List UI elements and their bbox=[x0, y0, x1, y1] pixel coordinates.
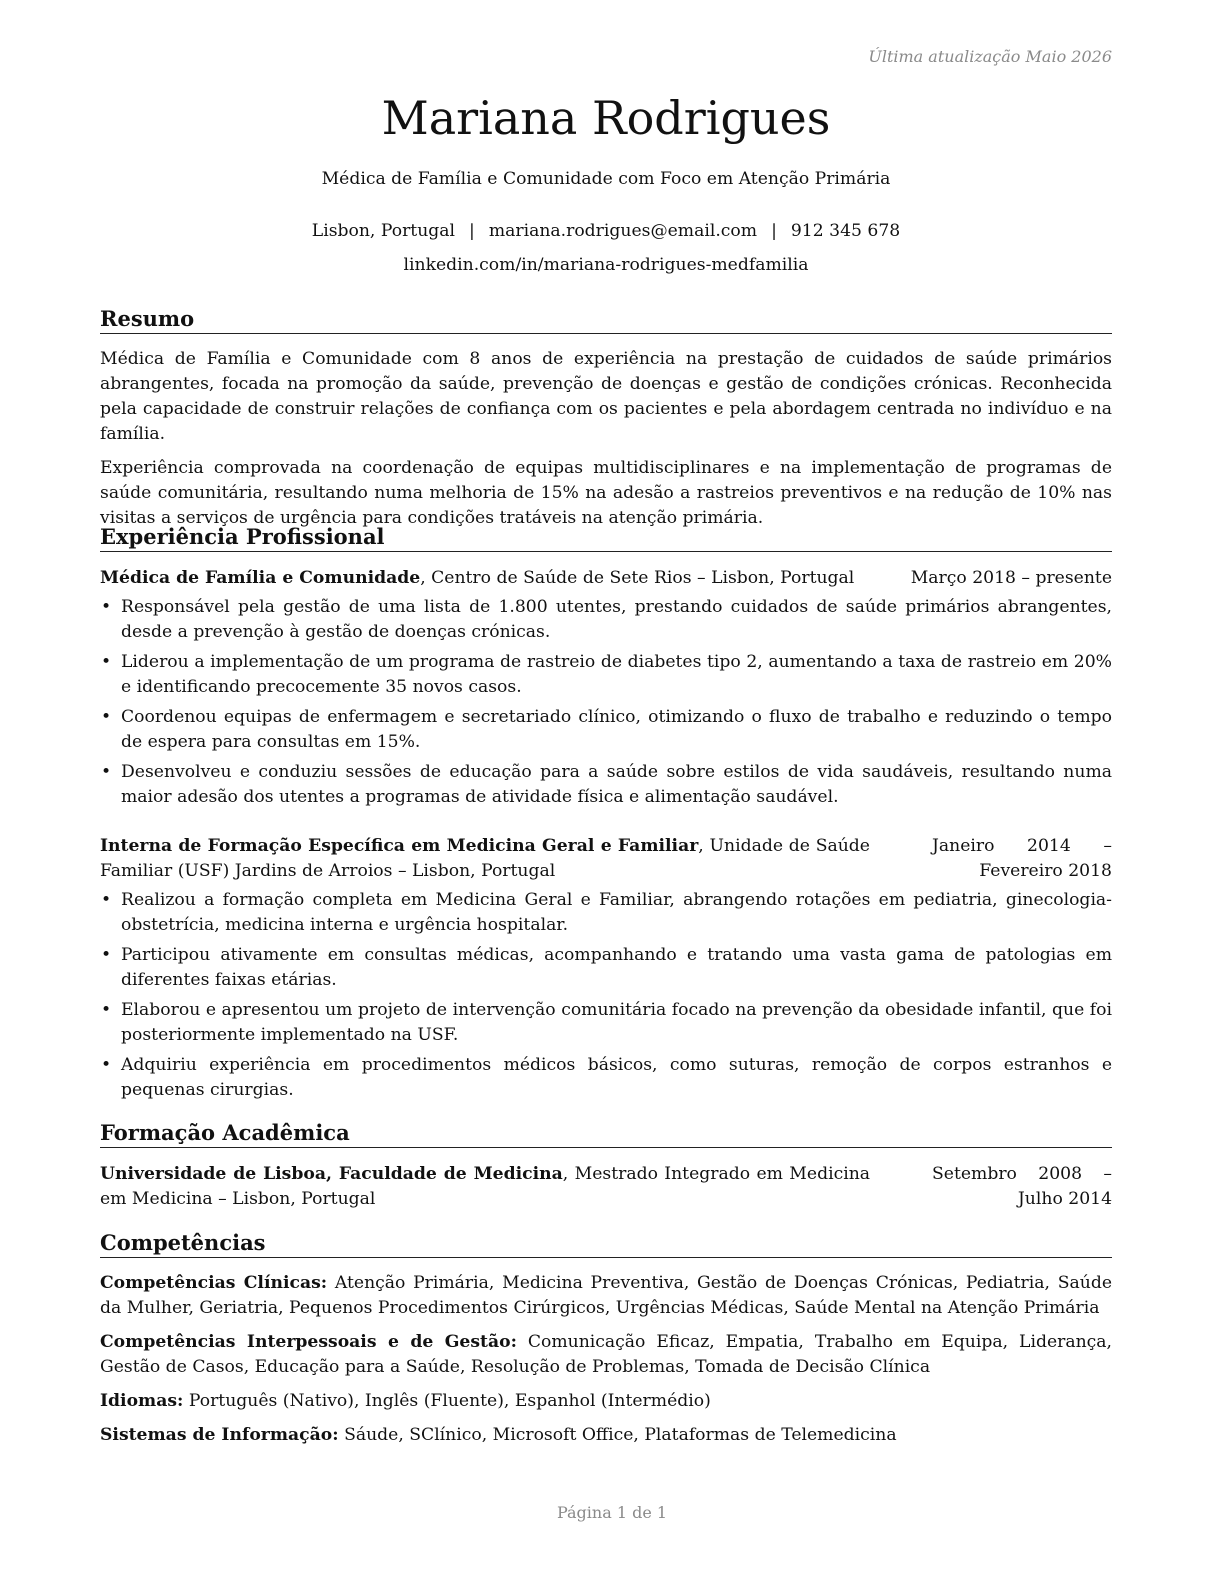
job-header bbox=[100, 566, 1112, 591]
skills-block bbox=[100, 1271, 1112, 1457]
email[interactable]: mariana.rodrigues@email.com bbox=[488, 221, 758, 241]
skill-label: Idiomas: bbox=[100, 1391, 184, 1411]
summary-paragraph: Médica de Família e Comunidade com 8 anos de experiência na prestação de cuidados de saúde primários abrangentes, focada na promoção da saúde, prevenção de doenças e gestão de condições crónicas. Reconhecida pela capacidade de construir relações de confiança com os pacientes e pela abordagem centrada no indivíduo e na família. bbox=[100, 349, 1112, 444]
list-item: • Responsável pela gestão de uma lista de 1.800 utentes, prestando cuidados de saúde primários abrangentes, desde a prevenção à gestão de doenças crónicas. bbox=[100, 595, 1112, 645]
location: Lisbon, Portugal bbox=[311, 221, 456, 241]
job-date: Março 2018 – presente bbox=[910, 568, 1112, 588]
job-date: Janeiro 2014 – Fevereiro 2018 bbox=[932, 836, 1112, 881]
skill-line bbox=[100, 1330, 1112, 1380]
skill-line bbox=[100, 1271, 1112, 1321]
skill-label: Sistemas de Informação: bbox=[100, 1425, 339, 1445]
professional-title: Médica de Família e Comunidade com Foco em Atenção Primária bbox=[321, 169, 891, 189]
summary-paragraph: Experiência comprovada na coordenação de equipas multidisciplinares e na implementação de programas de saúde comunitária, resultando numa melhoria de 15% na adesão a rastreios preventivos e na redução de 10% nas visitas a serviços de urgência para condições tratáveis na atenção primária. bbox=[100, 458, 1112, 528]
job-entry bbox=[100, 566, 1112, 815]
separator: | bbox=[771, 221, 777, 241]
skill-value: Português (Nativo), Inglês (Fluente), Espanhol (Intermédio) bbox=[183, 1391, 711, 1411]
section-heading-experience: Experiência Profissional bbox=[100, 523, 1112, 552]
skill-label: Competências Clínicas: bbox=[100, 1273, 328, 1293]
education-entry bbox=[100, 1162, 1112, 1212]
list-item: • Adquiriu experiência em procedimentos médicos básicos, como suturas, remoção de corpos estranhos e pequenas cirurgias. bbox=[100, 1053, 1112, 1103]
skill-line bbox=[100, 1423, 1112, 1448]
separator: | bbox=[469, 221, 475, 241]
list-item: • Desenvolveu e conduziu sessões de educação para a saúde sobre estilos de vida saudáveis, resultando numa maior adesão dos utentes a programas de atividade física e alimentação saudável. bbox=[100, 760, 1112, 810]
phone[interactable]: 912 345 678 bbox=[790, 221, 901, 241]
job-title: Interna de Formação Específica em Medicina Geral e Familiar bbox=[100, 836, 699, 856]
job-organization: , Centro de Saúde de Sete Rios – Lisbon, Portugal bbox=[420, 568, 855, 588]
skill-value: Sáude, SClínico, Microsoft Office, Plataformas de Telemedicina bbox=[338, 1425, 897, 1445]
list-item: • Participou ativamente em consultas médicas, acompanhando e tratando uma vasta gama de patologias em diferentes faixas etárias. bbox=[100, 943, 1112, 993]
skill-line bbox=[100, 1389, 1112, 1414]
summary-block bbox=[100, 347, 1112, 531]
section-heading-education: Formação Acadêmica bbox=[100, 1119, 1112, 1148]
list-item: • Coordenou equipas de enfermagem e secretariado clínico, otimizando o fluxo de trabalho e reduzindo o tempo de espera para consultas em 15%. bbox=[100, 705, 1112, 755]
list-item: • Realizou a formação completa em Medicina Geral e Familiar, abrangendo rotações em pediatria, ginecologia-obstetrícia, medicina interna e urgência hospitalar. bbox=[100, 888, 1112, 938]
skill-value: Atenção Primária, Medicina Preventiva, Gestão de Doenças Crónicas, Pediatria, Saúde da Mulher, Geriatria, Pequenos Procedimentos Cirúrgicos, Urgências Médicas, Saúde Mental na Atenção Primária bbox=[100, 1273, 1112, 1318]
job-bullets bbox=[100, 595, 1112, 810]
section-heading-summary: Resumo bbox=[100, 305, 1112, 334]
skill-value: Comunicação Eficaz, Empatia, Trabalho em Equipa, Liderança, Gestão de Casos, Educação para a Saúde, Resolução de Problemas, Tomada de Decisão Clínica bbox=[100, 1332, 1112, 1377]
list-item: • Elaborou e apresentou um projeto de intervenção comunitária focado na prevenção da obesidade infantil, que foi posteriormente implementado na USF. bbox=[100, 998, 1112, 1048]
job-entry bbox=[100, 834, 1112, 1108]
degree: , Mestrado Integrado em Medicina em Medicina – Lisbon, Portugal bbox=[100, 1164, 871, 1209]
list-item: • Liderou a implementação de um programa de rastreio de diabetes tipo 2, aumentando a taxa de rastreio em 20% e identificando precocemente 35 novos casos. bbox=[100, 650, 1112, 700]
job-header bbox=[100, 834, 1112, 884]
last-updated: Última atualização Maio 2026 bbox=[868, 47, 1112, 66]
job-title: Médica de Família e Comunidade bbox=[100, 568, 421, 588]
person-name: Mariana Rodrigues bbox=[381, 91, 831, 145]
skill-label: Competências Interpessoais e de Gestão: bbox=[100, 1332, 517, 1352]
page-number: Página 1 de 1 bbox=[556, 1503, 668, 1522]
education-header bbox=[100, 1162, 1112, 1212]
job-bullets bbox=[100, 888, 1112, 1103]
school-name: Universidade de Lisboa, Faculdade de Medicina bbox=[100, 1164, 563, 1184]
section-heading-skills: Competências bbox=[100, 1229, 1112, 1258]
resume-page bbox=[100, 0, 1112, 1584]
contact-line bbox=[100, 219, 1112, 244]
linkedin-link[interactable]: linkedin.com/in/mariana-rodrigues-medfamilia bbox=[403, 255, 809, 275]
education-date: Setembro 2008 – Julho 2014 bbox=[932, 1164, 1112, 1209]
job-organization: , Unidade de Saúde Familiar (USF) Jardins de Arroios – Lisbon, Portugal bbox=[100, 836, 870, 881]
